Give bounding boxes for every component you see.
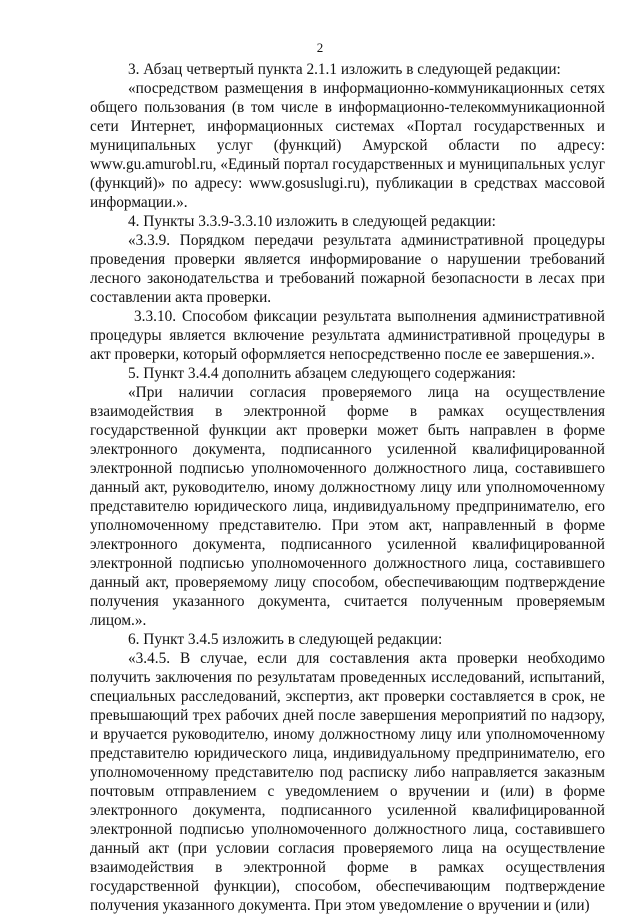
paragraph-item-5-heading: 5. Пункт 3.4.4 дополнить абзацем следующего содержания: (128, 365, 516, 382)
paragraph-clause-3-4-5: «3.4.5. В случае, если для составления акта проверки необходимо получить заключения по результатам проведенных исследований, испытаний, специальных расследований, экспертиз, акт проверки составляется в срок, не превышающий трех рабочих дней после завершения мероприятий по надзору, и вручается руководителю, иному должностному лицу или уполномоченному представителю юридического лица, индивидуальному предпринимателю, его уполномоченному представителю под расписку либо направляется заказным почтовым отправлением с уведомлением о вручении и (или) в форме электронного документа, подписанного усиленной квалифицированной электронной подписью уполномоченного должностного лица, составившего данный акт (при условии согласия проверяемого лица на осуществление взаимодействия в электронной форме в рамках осуществления государственной функции), способом, обеспечивающим подтверждение получения указанного документа. При этом уведомление о вручении и (или) (90, 650, 605, 914)
paragraph-clause-3-3-10: 3.3.10. Способом фиксации результата выполнения административной процедуры является включение результата административной процедуры в акт проверки, который оформляется непосредственно после ее завершения.». (90, 308, 605, 363)
document-body (90, 60, 605, 915)
page-number: 2 (316, 40, 324, 55)
paragraph-item-3-heading: 3. Абзац четвертый пункта 2.1.1 изложить в следующей редакции: (128, 61, 561, 78)
paragraph-clause-3-3-9: «3.3.9. Порядком передачи результата административной процедуры проведения проверки является информирование о нарушении требований лесного законодательства и требований пожарной безопасности в лесах при составлении акта проверки. (90, 232, 605, 306)
paragraph-item-3-text: «посредством размещения в информационно-коммуникационных сетях общего пользования (в том числе в информационно-телекоммуникационной сети Интернет, информационных системах «Портал государственных и муниципальных услуг (функций) Амурской области по адресу: www.gu.amurobl.ru, «Единый портал государственных и муниципальных услуг (функций)» по адресу: www.gosuslugi.ru), публикации в средствах массовой информации.». (90, 80, 605, 211)
paragraph-item-4-heading: 4. Пункты 3.3.9-3.3.10 изложить в следующей редакции: (128, 213, 496, 230)
paragraph-item-5-text: «При наличии согласия проверяемого лица на осуществление взаимодействия в электронной форме в рамках осуществления государственной функции акт проверки может быть направлен в форме электронного документа, подписанного усиленной квалифицированной электронной подписью уполномоченного должностного лица, составившего данный акт, руководителю, иному должностному лицу или уполномоченному представителю юридического лица, индивидуальному предпринимателю, его уполномоченному представителю. При этом акт, направленный в форме электронного документа, подписанного усиленной квалифицированной электронной подписью уполномоченного должностного лица, составившего данный акт, проверяемому лицу способом, обеспечивающим подтверждение получения указанного документа, считается полученным проверяемым лицом.». (90, 384, 605, 629)
paragraph-item-6-heading: 6. Пункт 3.4.5 изложить в следующей редакции: (128, 631, 443, 648)
